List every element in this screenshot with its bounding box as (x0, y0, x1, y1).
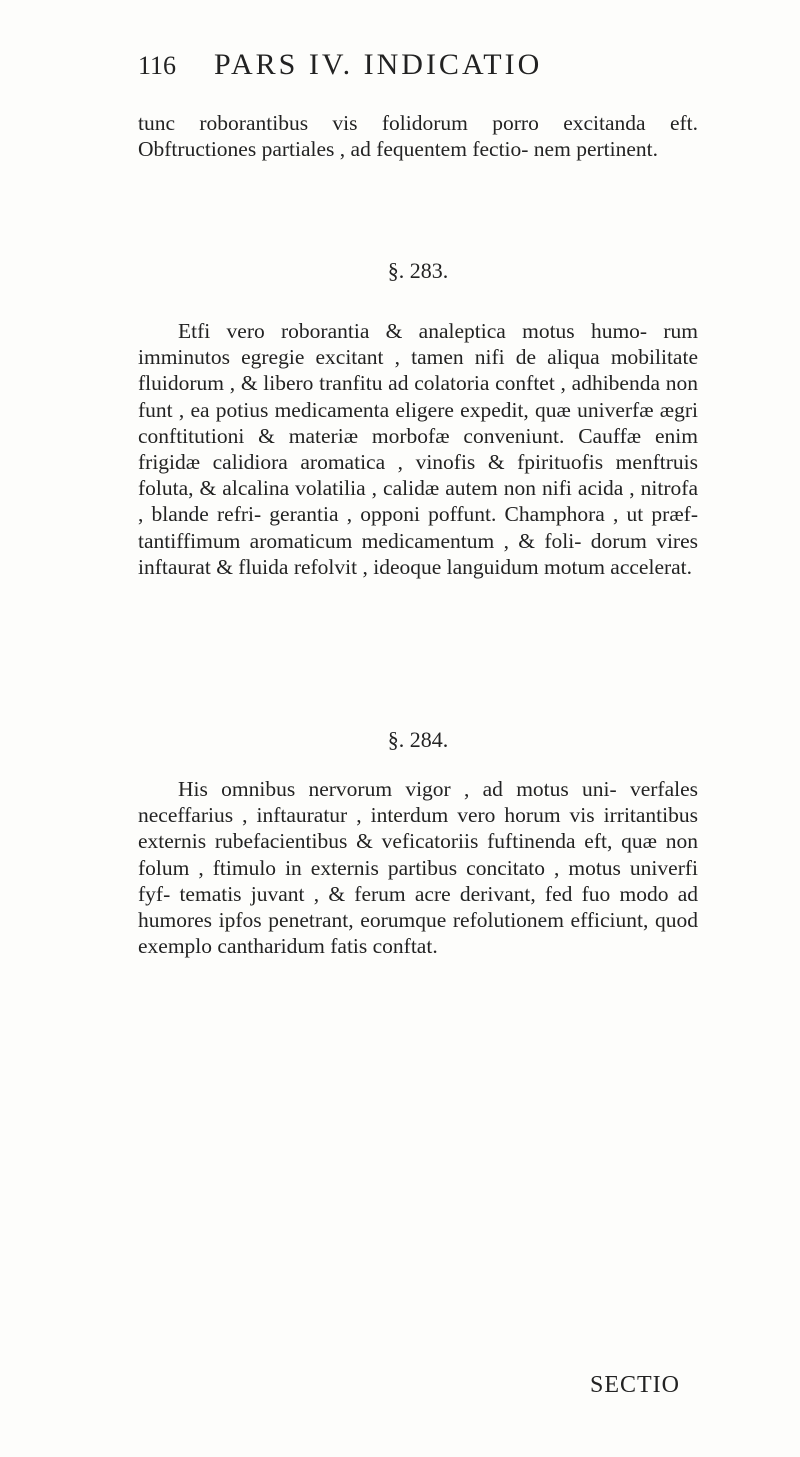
section-heading-284: §. 284. (387, 727, 449, 752)
running-head: PARS IV. INDICATIO (214, 48, 543, 81)
paragraph-283: Etfi vero roborantia & analeptica motus humo- rum imminutos egregie excitant , tamen nifi de aliqua mobilitate fluidorum , & libero tranfitu ad colatoria conftet , adhibenda non funt , ea potius medicamenta eligere expedit, quæ univerfæ ægri conftitutioni & materiæ morbofæ conveniunt. Cauffæ enim frigidæ calidiora aromatica , vinofis & fpirituofis menftruis foluta, & alcalina volatilia , calidæ autem non nifi acida , nitrofa , blande refri- gerantia , opponi poffunt. Champhora , ut præf- tantiffimum aromaticum medicamentum , & foli- dorum vires inftaurat & fluida refolvit , ideoque languidum motum accelerat. (138, 319, 698, 579)
catchword: SECTIO (590, 1372, 680, 1398)
paragraph-continuation: tunc roborantibus vis folidorum porro excitanda eft. Obftructiones partiales , ad fequentem fectio- nem pertinent. (138, 111, 698, 162)
paragraph-284: His omnibus nervorum vigor , ad motus uni- verfales neceffarius , inftauratur , interdum vero horum vis irritantibus externis rubefacientibus & veficatoriis fuftinenda eft, quæ non folum , ftimulo in externis partibus concitato , motus univerfi fyf- tematis juvant , & ferum acre derivant, fed fuo modo ad humores ipfos penetrant, eorumque refolutionem efficiunt, quod exemplo cantharidum fatis conftat. (138, 777, 698, 959)
page-number: 116 (138, 51, 177, 80)
section-heading-283: §. 283. (387, 258, 449, 283)
page-header (138, 48, 698, 88)
